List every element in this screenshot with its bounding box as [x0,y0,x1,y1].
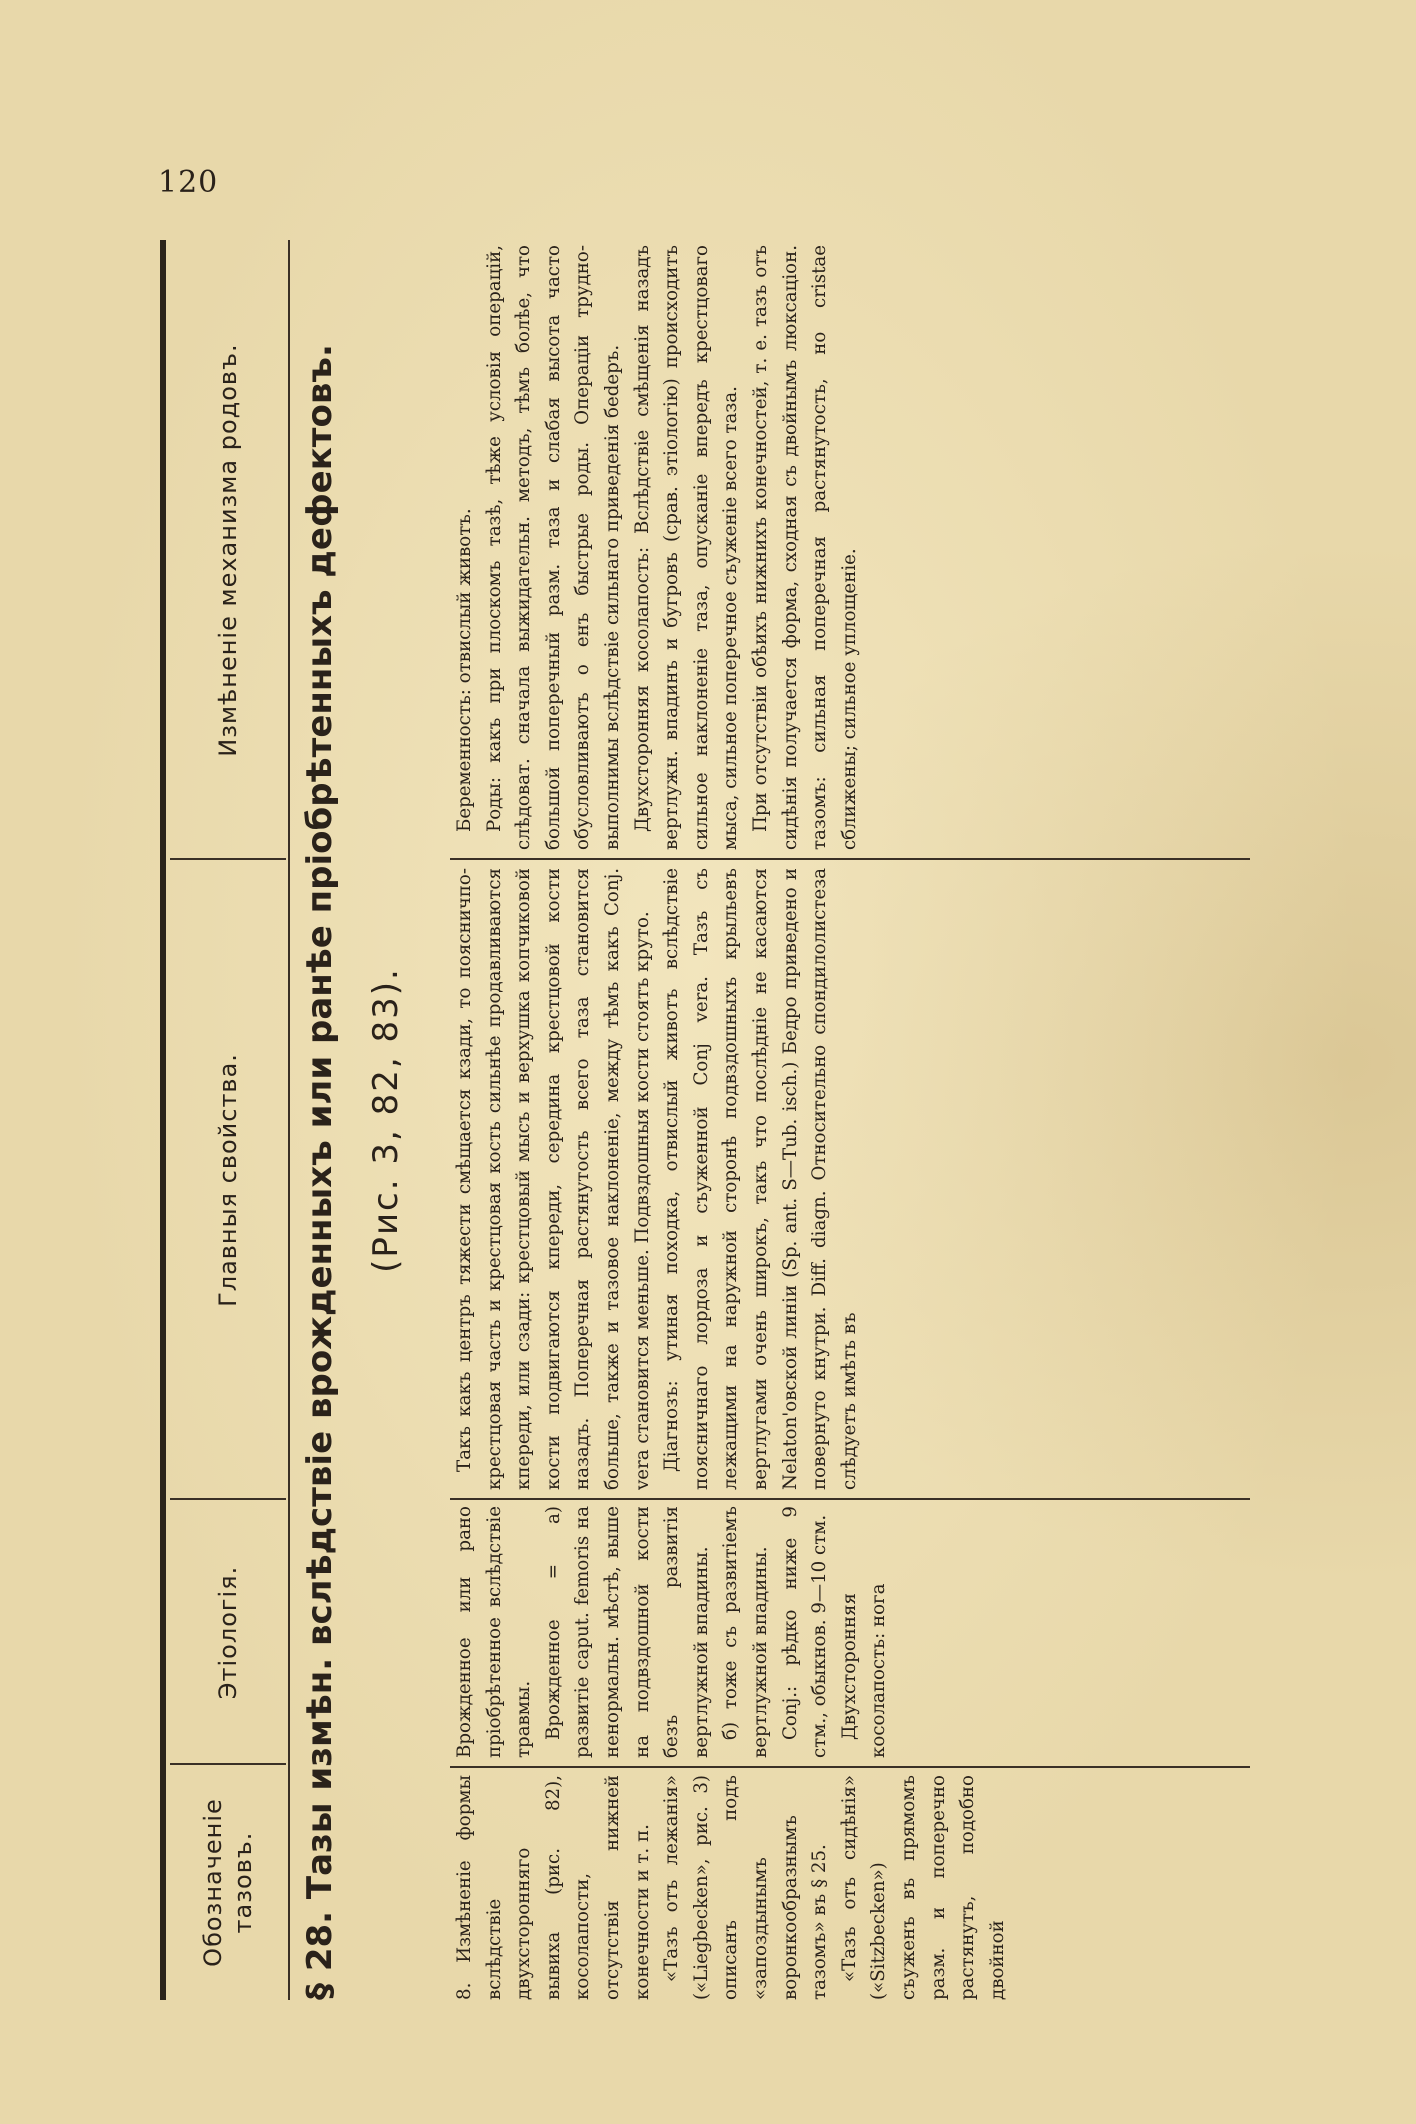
paragraph: б) тоже съ развитіемъ вертлужной впадины. [720,1506,771,1758]
paragraph: Двухсторонняя косолапость: нога [838,1583,890,1758]
paragraph: Беременность: отвислый животъ. [454,508,475,832]
paragraph: «Тазъ отъ сидѣнія» («Sitzbecken») съуженъ въ прямомъ разм. и поперечно растянутъ, подобно двойной [838,1775,1008,2000]
top-rule [160,240,166,2000]
page-number: 120 [158,165,219,200]
column-divider [450,1498,1250,1500]
figure-references: (Рис. 3, 82, 83). [366,967,406,1273]
column-mechanism [450,245,1250,850]
column-designation [450,1775,1250,2000]
paragraph: При отсутствіи обѣихъ нижнихъ конечностей, т. е. тазъ отъ сидѣнія получается форма, сходная съ двойнымъ люксаціон. тазомъ: сильная поперечная растянутость, но cristae сближены; сильное уплощеніе. [749,245,860,850]
rotated-table [160,240,1260,2000]
header-divider [170,1763,286,1765]
header-etiology: Этіологія. [214,1565,242,1700]
section-title: § 28. Тазы измѣн. вслѣдствіе врожденныхъ или ранѣе пріобрѣтенныхъ дефектовъ. [300,344,340,2000]
header-divider [170,858,286,860]
header-mechanism: Измѣненіе механизма родовъ. [214,343,242,757]
column-properties [450,868,1250,1490]
paragraph: Такъ какъ центръ тяжести смѣщается кзади, то поясничпо-крестцовая часть и крестцовая кость сильнѣе продавливаются кпереди, или сзади: крестцовый мысъ и верхушка копчиковой кости подвигаются кпереди, середина крестцовой кости назадъ. Поперечная растянутость всего таза становится больше, также и тазовое наклоненіе, между тѣмъ какъ Conj. vera становится меньше. Подвздошныя кости стоятъ круто. [454,868,653,1490]
header-divider [170,1498,286,1500]
header-rule [288,240,290,2000]
header-designation: Обозначеніе тазовъ. [199,1798,257,1967]
paragraph: 8. Измѣненіе формы вслѣдствіе двухсторонняго вывиха (рис. 82), косолапости, отсутствія нижней конечности и т. п. [454,1775,653,2000]
header-properties: Главныя свойства. [214,1053,242,1307]
column-header-row [170,240,286,2000]
paragraph: Conj.: рѣдко ниже 9 стм., обыкнов. 9—10 стм. [779,1506,831,1758]
paragraph: Діагнозъ: утиная походка, отвислый животъ вслѣдствіе поясничнаго лордоза и съуженной Conj vera. Тазъ съ лежащими на наружной сторонѣ подвздошныхъ крыльевъ вертлугами очень широкъ, такъ что послѣдніе не касаются Nelaton'овской линіи (Sp. ant. S—Tub. isch.) Бедро приведено и повернуто кнутри. Diff. diagn. Относительно спондилолистеза слѣдуетъ имѣть въ [661,868,860,1490]
column-divider [450,858,1250,860]
paragraph: Врожденное или рано пріобрѣтенное вслѣдствіе травмы. [454,1506,535,1758]
column-etiology [450,1506,1250,1758]
paragraph: Роды: какъ при плоскомъ тазѣ, тѣже условія операцій, слѣдоват. сначала выжидательн. методъ, тѣмъ болѣе, что большой поперечный разм. таза и слабая высота часто обусловливаютъ о енъ быстрые роды. Операціи трудно-выполнимы вслѣдствіе сильнаго приведенія беdеръ. [483,245,623,850]
paragraph: Врожденное = a) развитіе caput. femoris на ненормальн. мѣстѣ, выше на подвздошной кости безъ развитія вертлужной впадины. [542,1506,712,1758]
paragraph: Двухсторонняя косолапость: Вслѣдствіе смѣщенія назадъ вертлужн. впадинъ и бугровъ (срав. этіологію) происходитъ сильное наклоненіе таза, опусканіе впередъ крестцоваго мыса, сильное поперечное съуженіе всего таза. [631,245,742,850]
paragraph: «Тазъ отъ лежанія» («Liegbecken», рис. 3) описанъ подъ «запоздынымъ воронкообразнымъ тазомъ» въ § 25. [661,1775,831,2000]
column-divider [450,1766,1250,1768]
